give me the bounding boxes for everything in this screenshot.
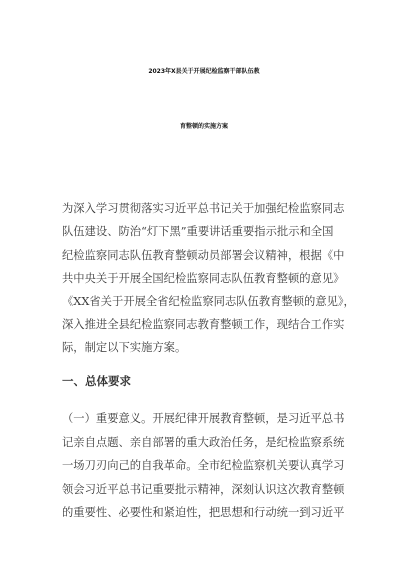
section-line: （一）重要意义。开展纪律开展教育整顿，是习近平总书 — [62, 412, 345, 425]
intro-line: 为深入学习贯彻落实习近平总书记关于加强纪检监察同志 — [62, 202, 345, 215]
section-heading: 一、总体要求 — [62, 374, 131, 388]
section-line: 领会习近平总书记重要批示精神，深刻认识这次教育整顿 — [62, 483, 345, 496]
intro-line: 际，制定以下实施方案。 — [62, 341, 187, 354]
section-line: 记亲自点题、亲自部署的重大政治任务，是纪检监察系统 — [62, 436, 345, 449]
intro-line: 纪检监察同志队伍教育整顿动员部署会议精神，根据《中 — [62, 249, 345, 262]
section-line: 一场刀刃向己的自我革命。全市纪检监察机关要认真学习 — [62, 459, 345, 472]
intro-line: 队伍建设、防治“灯下黑”重要讲话重要指示批示和全国 — [62, 225, 334, 238]
intro-line: 《XX省关于开展全省纪检监察同志队伍教育整顿的意见》， — [62, 295, 355, 308]
section-line: 的重要性、必要性和紧迫性，把思想和行动统一到习近平 — [62, 506, 345, 519]
intro-line: 共中央关于开展全国纪检监察同志队伍教育整顿的意见》 — [62, 272, 345, 285]
intro-line: 深入推进全县纪检监察同志教育整顿工作，现结合工作实 — [62, 318, 345, 331]
document-title-line-2: 育整顿的实施方案 — [179, 123, 228, 130]
document-title-line-1: 2023年X县关于开展纪检监察干部队伍教 — [148, 68, 260, 75]
